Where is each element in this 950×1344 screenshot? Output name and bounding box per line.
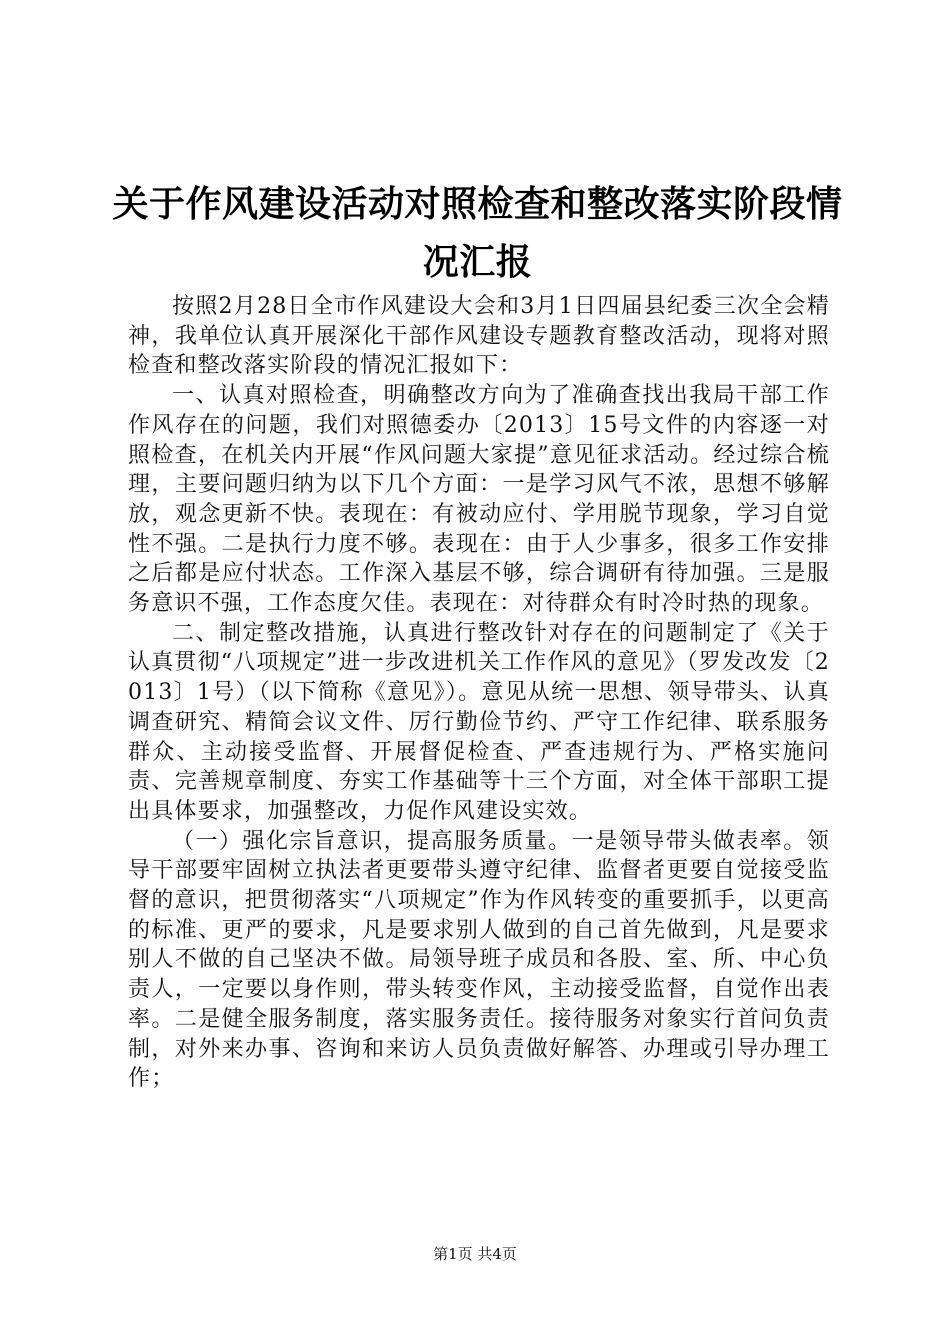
- document-body: [128, 292, 830, 1094]
- paragraph-subsection-1: （一）强化宗旨意识，提高服务质量。一是领导带头做表率。领导干部要牢固树立执法者更要带头遵守纪律、监督者更要自觉接受监督的意识，把贯彻落实“八项规定”作为作风转变的重要抓手，以更高的标准、更严的要求，凡是要求别人做到的自己首先做到，凡是要求别人不做的自己坚决不做。局领导班子成员和各股、室、所、中心负责人，一定要以身作则，带头转变作风，主动接受监督，自觉作出表率。二是健全服务制度，落实服务责任。接待服务对象实行首问负责制，对外来办事、咨询和来访人员负责做好解答、办理或引导办理工作；: [128, 828, 830, 1092]
- page-footer: 第1页 共4页: [433, 1245, 517, 1263]
- paragraph-section-1: 一、认真对照检查，明确整改方向为了准确查找出我局干部工作作风存在的问题，我们对照德委办〔2013〕15号文件的内容逐一对照检查，在机关内开展“作风问题大家提”意见征求活动。经过综合梳理，主要问题归纳为以下几个方面：一是学习风气不浓，思想不够解放，观念更新不快。表现在：有被动应付、学用脱节现象，学习自觉性不强。二是执行力度不够。表现在：由于人少事多，很多工作安排之后都是应付状态。工作深入基层不够，综合调研有待加强。三是服务意识不强，工作态度欠佳。表现在：对待群众有时冷时热的现象。: [128, 383, 830, 617]
- document-title: 关于作风建设活动对照检查和整改落实阶段情况汇报: [112, 184, 843, 283]
- paragraph-intro: 按照2月28日全市作风建设大会和3月1日四届县纪委三次全会精神，我单位认真开展深化干部作风建设专题教育整改活动，现将对照检查和整改落实阶段的情况汇报如下：: [128, 294, 830, 379]
- paragraph-section-2: 二、制定整改措施，认真进行整改针对存在的问题制定了《关于认真贯彻“八项规定”进一步改进机关工作作风的意见》（罗发改发〔2013〕1号）（以下简称《意见》）。意见从统一思想、领导带头、认真调查研究、精简会议文件、厉行勤俭节约、严守工作纪律、联系服务群众、主动接受监督、开展督促检查、严查违规行为、严格实施问责、完善规章制度、夯实工作基础等十三个方面，对全体干部职工提出具体要求，加强整改，力促作风建设实效。: [128, 620, 830, 824]
